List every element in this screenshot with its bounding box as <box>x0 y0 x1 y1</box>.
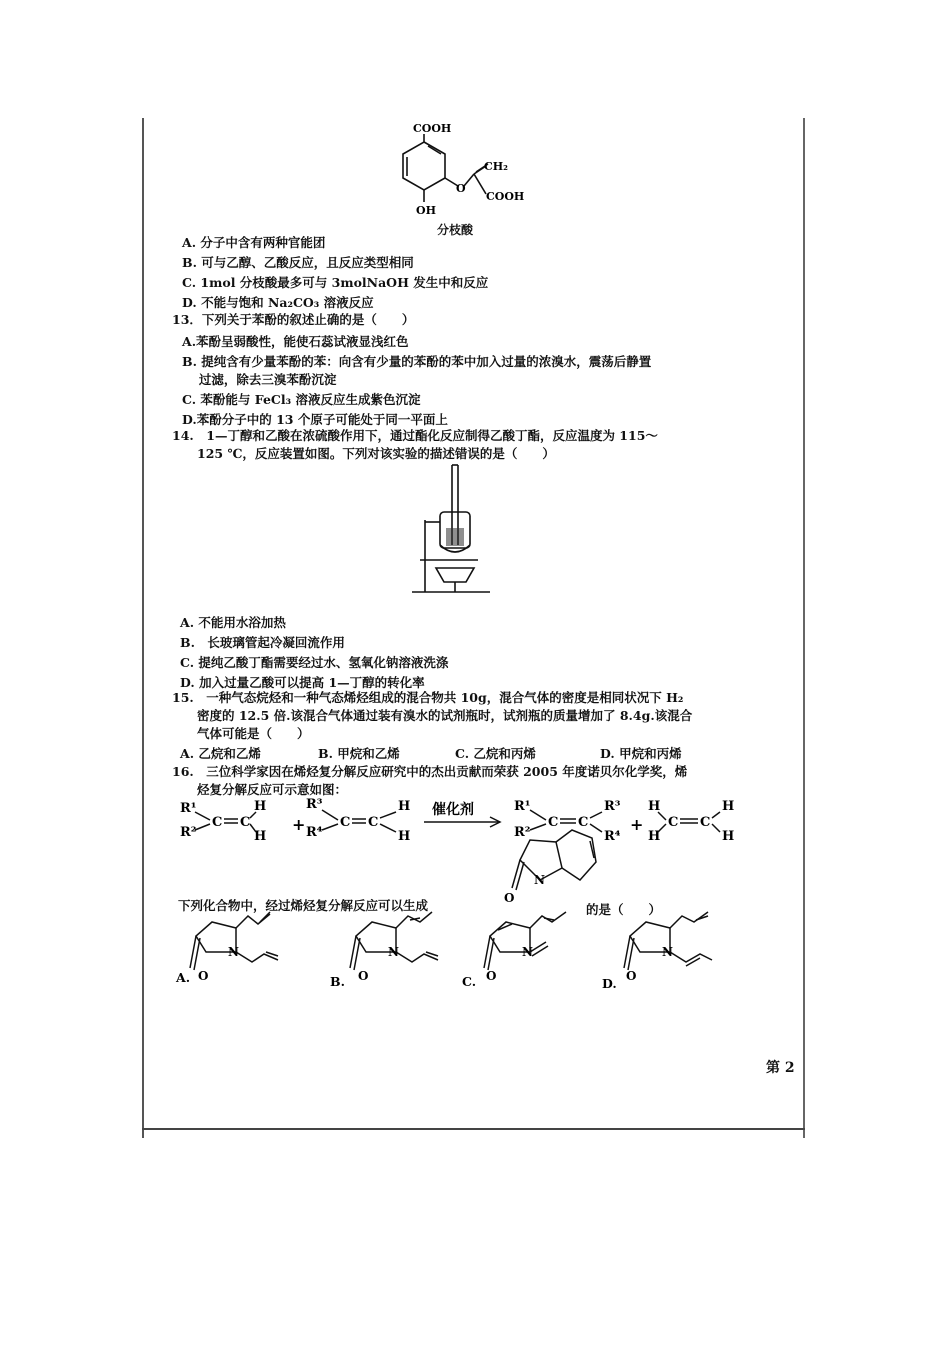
q12-option-a: A. 分子中含有两种官能团 <box>182 235 326 250</box>
page-number: 第 2 <box>766 1060 795 1076</box>
n-label: N <box>388 945 399 959</box>
c-label: C <box>578 815 589 830</box>
oh-label: OH <box>416 204 436 217</box>
q16-option-d-letter: D. <box>602 976 617 991</box>
q13-option-b-cont: 过滤，除去三溴苯酚沉淀 <box>182 372 337 387</box>
q16-option-c-letter: C. <box>462 974 477 989</box>
q15-option-d: D. 甲烷和丙烯 <box>600 746 682 761</box>
o-label: O <box>198 969 209 983</box>
n-label: N <box>662 945 673 959</box>
r3-label: R³ <box>604 799 621 814</box>
r2-label: R² <box>180 825 197 840</box>
q15-option-b: B. 甲烷和乙烯 <box>318 746 400 761</box>
q13-option-d: D.苯酚分子中的 13 个原子可能处于同一平面上 <box>182 412 448 427</box>
c-label: C <box>340 815 351 830</box>
c-label: C <box>700 815 711 830</box>
h-label: H <box>722 799 735 814</box>
q16-option-b-letter: B. <box>330 974 345 989</box>
cooh-top-label: COOH <box>413 122 452 135</box>
h-label: H <box>648 799 661 814</box>
q14-stem-line1: 14. 1—丁醇和乙酸在浓硫酸作用下，通过酯化反应制得乙酸丁酯，反应温度为 115～ <box>172 428 658 443</box>
molecule-name: 分枝酸 <box>437 223 474 237</box>
r3-label: R³ <box>306 797 323 812</box>
c-label: C <box>548 815 559 830</box>
ether-o-label: O <box>456 182 466 195</box>
h-label: H <box>254 799 267 814</box>
c-label: C <box>668 815 679 830</box>
h-label: H <box>398 829 411 844</box>
plus-sign: + <box>292 815 306 834</box>
q15-stem-line2: 密度的 12.5 倍.该混合气体通过装有溴水的试剂瓶时，试剂瓶的质量增加了 8.4g.该混合 <box>172 708 693 723</box>
q12-option-b: B. 可与乙醇、乙酸反应，且反应类型相同 <box>182 255 414 270</box>
r1-label: R¹ <box>180 801 197 816</box>
cooh-side-label: COOH <box>486 190 525 203</box>
q16-question-left: 下列化合物中，经过烯烃复分解反应可以生成 <box>178 898 429 913</box>
q14-option-d: D. 加入过量乙酸可以提高 1—丁醇的转化率 <box>180 675 425 690</box>
h-label: H <box>398 799 411 814</box>
o-label: O <box>486 969 497 983</box>
q12-option-c: C. 1mol 分枝酸最多可与 3molNaOH 发生中和反应 <box>182 275 489 290</box>
n-label: N <box>228 945 239 959</box>
ch2-label: CH₂ <box>484 160 508 173</box>
c-label: C <box>240 815 251 830</box>
plus-sign: + <box>630 815 644 834</box>
q13-option-c: C. 苯酚能与 FeCl₃ 溶液反应生成紫色沉淀 <box>182 392 421 407</box>
q15-option-c: C. 乙烷和丙烯 <box>455 746 536 761</box>
r1-label: R¹ <box>514 799 531 814</box>
c-label: C <box>212 815 223 830</box>
r4-label: R⁴ <box>604 829 621 844</box>
q15-option-a: A. 乙烷和乙烯 <box>180 746 261 761</box>
o-label: O <box>358 969 369 983</box>
o-label: O <box>504 891 515 905</box>
q13-stem: 13．下列关于苯酚的叙述止确的是（ ） <box>172 312 415 327</box>
h-label: H <box>722 829 735 844</box>
n-label: N <box>534 873 545 887</box>
r2-label: R² <box>514 825 531 840</box>
h-label: H <box>254 829 267 844</box>
q12-option-d: D. 不能与饱和 Na₂CO₃ 溶液反应 <box>182 295 374 310</box>
q16-stem-line1: 16. 三位科学家因在烯烃复分解反应研究中的杰出贡献而荣获 2005 年度诺贝尔化学奖，烯 <box>172 764 688 779</box>
catalyst-label: 催化剂 <box>432 802 474 818</box>
q13-option-b: B. 提纯含有少量苯酚的苯：向含有少量的苯酚的苯中加入过量的浓溴水，震荡后静置 <box>182 354 652 369</box>
c-label: C <box>368 815 379 830</box>
q14-option-b: B. 长玻璃管起冷凝回流作用 <box>180 635 345 650</box>
q13-option-a: A.苯酚呈弱酸性，能使石蕊试液显浅红色 <box>182 334 409 349</box>
q15-stem-line1: 15. 一种气态烷烃和一种气态烯烃组成的混合物共 10g，混合气体的密度是相同状况下 H₂ <box>172 690 684 705</box>
q16-question-right: 的是（ ） <box>586 902 662 917</box>
o-label: O <box>626 969 637 983</box>
q14-option-a: A. 不能用水浴加热 <box>180 615 286 630</box>
q16-stem-line2: 烃复分解反应可示意如图： <box>172 782 348 797</box>
n-label: N <box>522 945 533 959</box>
q16-option-a-letter: A. <box>176 970 191 985</box>
h-label: H <box>648 829 661 844</box>
q14-stem-line2: 125 ℃，反应装置如图。下列对该实验的描述错误的是（ ） <box>172 446 555 461</box>
q15-stem-line3: 气体可能是（ ） <box>172 726 310 741</box>
q14-option-c: C. 提纯乙酸丁酯需要经过水、氢氧化钠溶液洗涤 <box>180 655 449 670</box>
r4-label: R⁴ <box>306 825 323 840</box>
